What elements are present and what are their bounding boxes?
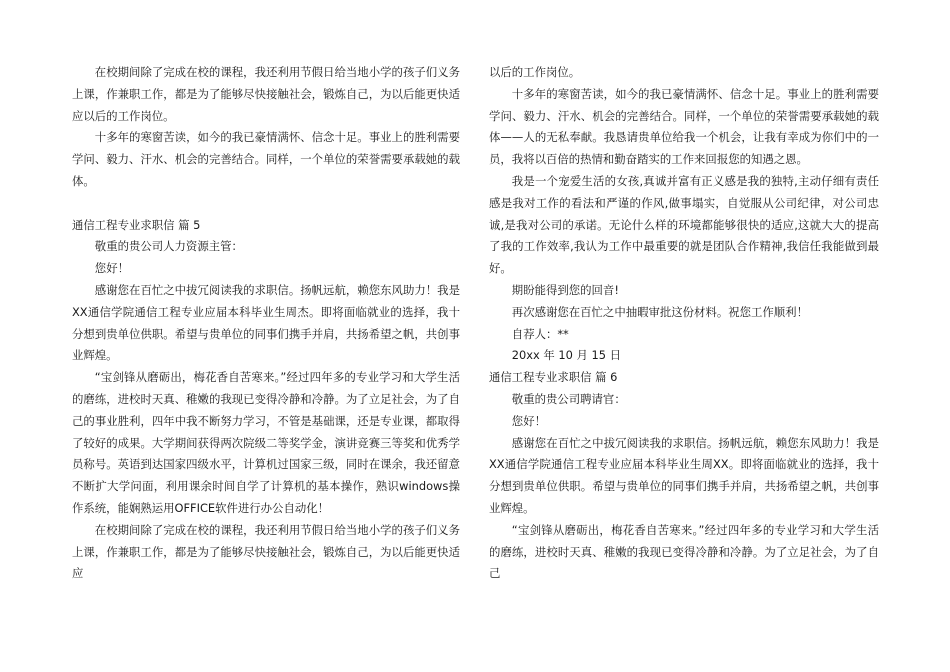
paragraph: “宝剑锋从磨砺出，梅花香自苦寒来。”经过四年多的专业学习和大学生活的磨练，进校时天真、稚嫩的我现已变得冷静和冷静。为了立足社会，为了自己的事业胜利，四年中我不断努力学习，不管是基础课，还是专业课，都取得了较好的成果。大学期间获得两次院级二等奖学金，演讲竞赛三等奖和优秀学员称号。英语到达国家四级水平，计算机过国家三级，同时在课余，我还留意不断扩大学问面，利用课余时间自学了计算机的基本操作，熟识windows操作系统，能娴熟运用OFFICE软件进行办公自动化！ [72, 370, 460, 515]
paragraph: 以后的工作岗位。 [489, 65, 581, 79]
paragraph: 我是一个宠爱生活的女孩,真诚并富有正义感是我的独特,主动仔细有责任感是我对工作的看法和严谨的作风,做事塌实，自觉服从公司纪律，对公司忠诚,是我对公司的承诺。无论什么样的环境都能够很快的适应,这就大大的提高了我的工作效率,我认为工作中最重要的就是团队合作精神,我信任我能做到最好。 [489, 173, 879, 276]
salutation: 敬重的贵公司聘请官： [511, 391, 626, 406]
paragraph-spacer [72, 193, 460, 215]
paragraph: 十多年的寒窗苦读，如今的我已豪情满怀、信念十足。事业上的胜利需要学问、毅力、汗水、机会的完善结合。同样，一个单位的荣誉需要承载她的载体——人的无私奉献。我恳请贵单位给我一个机会，让我有幸成为你们中的一员，我将以百倍的热情和勤奋踏实的工作来回报您的知遇之恩。 [489, 86, 879, 167]
salutation: 敬重的贵公司人力资源主管： [94, 239, 243, 254]
date: 20xx 年 10 月 15 日 [511, 348, 622, 363]
greeting: 您好！ [94, 261, 129, 276]
paragraph: 在校期间除了完成在校的课程，我还利用节假日给当地小学的孩子们义务上课，作兼职工作，都是为了能够尽快接触社会，锻炼自己，为以后能更快适应以后的工作岗位。 [72, 65, 460, 123]
greeting: 您好！ [511, 413, 546, 428]
signature: 自荐人：** [511, 326, 569, 341]
paragraph: 再次感谢您在百忙之中抽暇审批这份材料。祝您工作顺利！ [511, 304, 808, 319]
left-column [72, 62, 460, 585]
paragraph: 在校期间除了完成在校的课程，我还利用节假日给当地小学的孩子们义务上课，作兼职工作，都是为了能够尽快接触社会，锻炼自己，为以后能更快适应 [72, 522, 460, 581]
paragraph: 期盼能得到您的回音! [511, 282, 619, 297]
right-column [489, 62, 879, 585]
paragraph: 十多年的寒窗苦读，如今的我已豪情满怀、信念十足。事业上的胜利需要学问、毅力、汗水、机会的完善结合。同样，一个单位的荣誉需要承载她的载体。 [72, 130, 460, 188]
section-heading: 通信工程专业求职信 篇 5 [72, 217, 201, 232]
paragraph: 感谢您在百忙之中拔冗阅读我的求职信。扬帆远航，赖您东风助力！我是XX通信学院通信工程专业应届本科毕业生周XX。即将面临就业的选择，我十分想到贵单位供职。希望与贵单位的同事们携手并肩，共扬希望之帆，共创事业辉煌。 [489, 435, 879, 515]
paragraph: “宝剑锋从磨砺出，梅花香自苦寒来。”经过四年多的专业学习和大学生活的磨练，进校时天真、稚嫩的我现已变得冷静和冷静。为了立足社会，为了自己 [489, 522, 879, 581]
paragraph: 感谢您在百忙之中拔冗阅读我的求职信。扬帆远航，赖您东风助力！我是XX通信学院通信工程专业应届本科毕业生周杰。即将面临就业的选择，我十分想到贵单位供职。希望与贵单位的同事们携手并肩，共扬希望之帆，共创事业辉煌。 [72, 282, 460, 363]
section-heading: 通信工程专业求职信 篇 6 [489, 370, 618, 385]
